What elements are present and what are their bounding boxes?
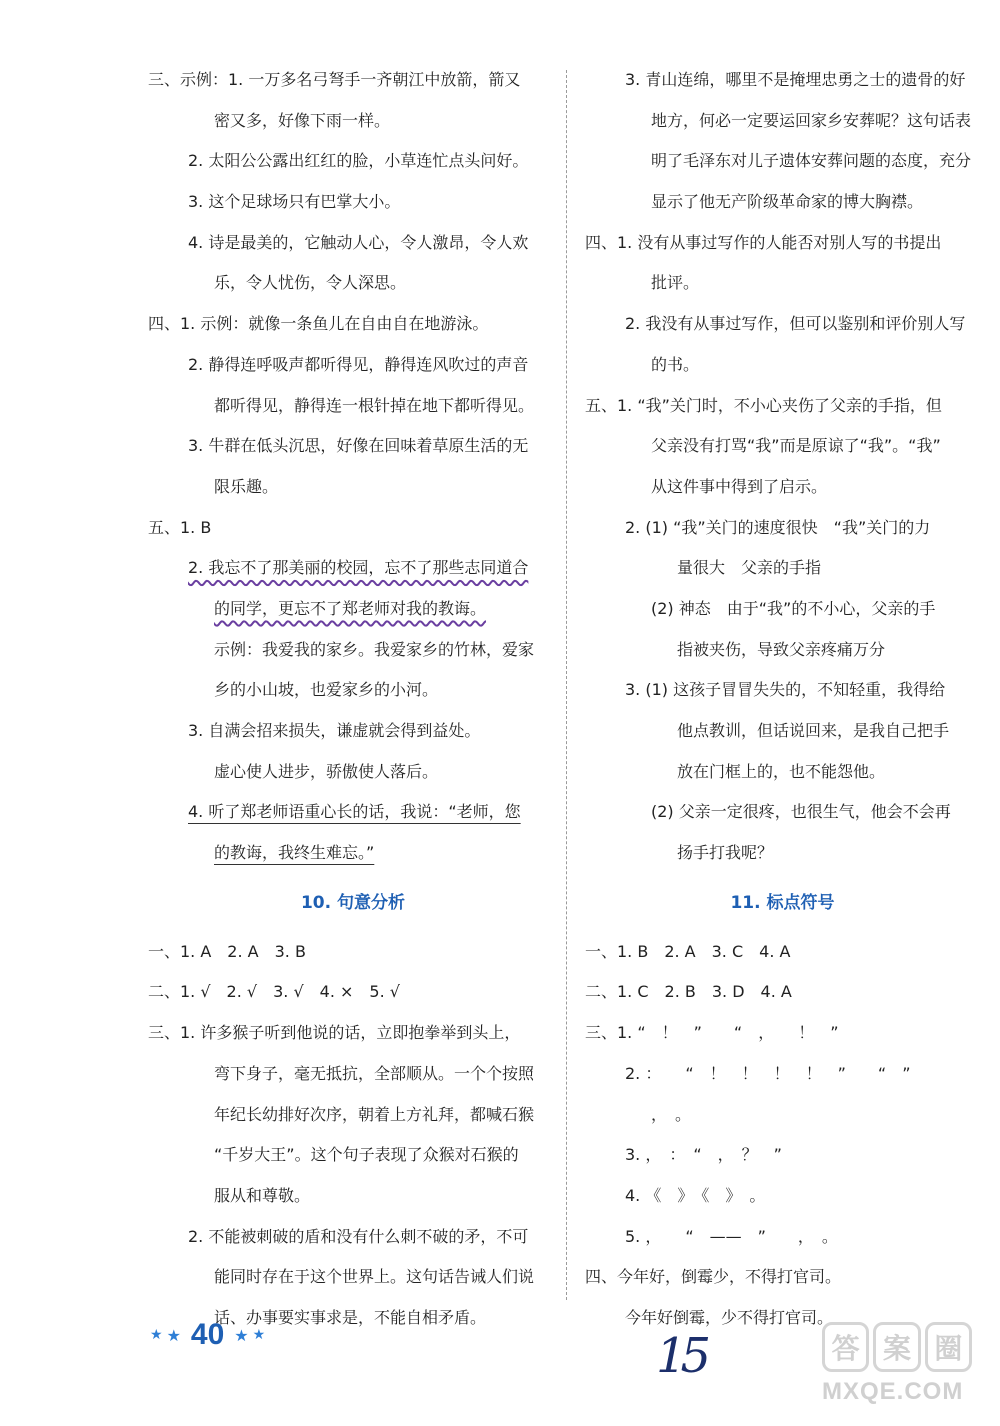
answer-text: 虚心使人进步，骄傲使人落后。 [214,761,439,781]
watermark-char: 圈 [925,1322,972,1372]
answer-text: 2. 不能被刺破的盾和没有什么刺不破的矛，不可 [188,1226,529,1246]
answer-line [148,304,558,345]
answer-text: 3. 自满会招来损失，谦虚就会得到益处。 [188,721,481,740]
answer-text: 明了毛泽东对儿子遗体安葬问题的态度，充分 [651,151,972,171]
answer-line [148,1217,558,1258]
right-column [585,60,980,1339]
answer-line [148,60,558,101]
answer-line [148,345,558,386]
answer-text: 他点教训，但话说回来，是我自己把手 [677,721,950,740]
answer-text: 批评。 [651,273,700,293]
answer-text: 弯下身子，毫无抵抗，全部顺从。一个个按照 [214,1063,535,1083]
answer-text: 服从和尊敬。 [214,1185,311,1205]
answer-text: ， 。 [651,1104,692,1124]
answer-line [148,182,558,223]
section-heading [585,874,980,932]
answer-line [585,670,980,711]
answer-text: “千岁大王”。这个句子表现了众猴对石猴的 [214,1145,519,1165]
answer-text: 量很大 父亲的手指 [677,558,822,578]
answer-line [148,1135,558,1176]
answer-line [585,1176,980,1217]
answer-text: 4. 诗是最美的，它触动人心，令人激昂，令人欢 [188,232,529,252]
answer-line [585,345,980,386]
answer-line [148,670,558,711]
answer-text: 3. 青山连绵，哪里不是掩埋忠勇之士的遗骨的好 [625,70,966,89]
answer-text: 三、示例：1. 一万多名弓弩手一齐朝江中放箭，箭又 [148,70,521,89]
answer-text: 乡的小山坡，也爱家乡的小河。 [214,680,439,700]
answer-line [148,548,558,589]
answer-text: 2. (1) “我”关门的速度很快 “我”关门的力 [625,517,931,537]
answer-line [148,1257,558,1298]
answer-text: 从这件事中得到了启示。 [651,476,828,496]
star-icon: ★ [166,1325,181,1345]
answer-text: 一、1. B 2. A 3. C 4. A [585,941,791,961]
section-heading-text: 11. 标点符号 [730,892,835,913]
answer-line [148,1013,558,1054]
section-heading [148,874,558,932]
answer-text: 的教诲，我终生难忘。” [214,843,375,863]
answer-text: 的书。 [651,354,700,374]
answer-line [585,182,980,223]
answer-line [148,223,558,264]
answer-line [585,711,980,752]
answer-line [585,752,980,793]
answer-line [148,711,558,752]
watermark-char: 答 [822,1322,869,1372]
answer-text: 五、1. B [148,517,212,537]
answer-line [585,386,980,427]
answer-line [148,426,558,467]
answer-text: 的同学，更忘不了郑老师对我的教诲。 [214,598,487,618]
answer-text: 扬手打我呢？ [677,843,774,863]
section-heading-text: 10. 句意分析 [300,892,406,913]
answer-line [148,972,558,1013]
answer-line [585,972,980,1013]
answer-line [585,141,980,182]
page-number: 40 [190,1318,225,1351]
answer-text: 2. 我没有从事过写作，但可以鉴别和评价别人写 [625,314,966,334]
answer-line [148,263,558,304]
answer-text: 3. ， ： “ ， ？ ” [625,1145,782,1165]
answer-text: 三、1. “ ！ ” “ ， ！ ” [585,1023,839,1043]
answer-text: 2. ： “ ！ ！ ！ ！ ” “ ” [625,1063,911,1083]
answer-text: 四、今年好，倒霉少，不得打官司。 [585,1267,842,1287]
answer-text: 乐，令人忧伤，令人深思。 [214,273,407,293]
answer-text: 二、1. √ 2. √ 3. √ 4. × 5. √ [148,982,400,1002]
answer-text: 密又多，好像下雨一样。 [214,110,391,130]
answer-line [148,1095,558,1136]
answer-line [585,932,980,973]
answer-text: 话、办事要实事求是，不能自相矛盾。 [214,1307,487,1327]
answer-line [148,932,558,973]
answer-line [585,263,980,304]
answer-line [148,1176,558,1217]
watermark-logo [822,1322,972,1382]
star-icon: ★ [252,1327,266,1343]
answer-line [148,792,558,833]
answer-line [148,141,558,182]
answer-text: 3. (1) 这孩子冒冒失失的，不知轻重，我得给 [625,680,946,700]
answer-text: 显示了他无产阶级革命家的博大胸襟。 [651,192,924,212]
answer-text: 年纪长幼排好次序，朝着上方礼拜，都喊石猴 [214,1104,535,1124]
star-icon: ★ [150,1327,163,1343]
answer-text: 放在门框上的，也不能怨他。 [677,761,886,781]
answer-line [585,304,980,345]
answer-text: 二、1. C 2. B 3. D 4. A [585,982,792,1002]
answer-text: 2. 静得连呼吸声都听得见，静得连风吹过的声音 [188,354,529,374]
watermark-char: 案 [873,1322,920,1372]
answer-line [585,223,980,264]
answer-line [585,548,980,589]
answer-line [585,508,980,549]
answer-text: (2) 神态 由于“我”的不小心，父亲的手 [651,598,936,618]
answer-text: 示例：我爱我的家乡。我爱家乡的竹林，爱家 [214,639,535,659]
answer-text: 地方，何必一定要运回家乡安葬呢？这句话表 [651,110,972,130]
answer-text: 2. 太阳公公露出红红的脸，小草连忙点头问好。 [188,151,529,171]
answer-text: 一、1. A 2. A 3. B [148,941,306,961]
answer-text: 5. ， “ —— ” ， 。 [625,1226,838,1246]
answer-line [148,386,558,427]
answer-line [148,101,558,142]
answer-text: 限乐趣。 [214,476,279,496]
answer-line [585,1095,980,1136]
left-column [148,60,558,1339]
answer-text: 4. 《 》 《 》 。 [625,1185,766,1205]
answer-text: (2) 父亲一定很疼，也很生气，他会不会再 [651,802,951,822]
handwritten-number: 15 [656,1328,706,1384]
answer-text: 3. 牛群在低头沉思，好像在回味着草原生活的无 [188,436,529,456]
answer-text: 四、1. 示例：就像一条鱼儿在自由自在地游泳。 [148,314,489,334]
answer-line [148,508,558,549]
answer-line [148,630,558,671]
answer-line [585,1013,980,1054]
answer-text: 指被夹伤，导致父亲疼痛万分 [677,639,886,659]
answer-line [148,467,558,508]
answer-line [585,101,980,142]
answer-text: 今年好倒霉，少不得打官司。 [625,1307,834,1327]
answer-line [585,467,980,508]
answer-text: 能同时存在于这个世界上。这句话告诫人们说 [214,1267,535,1287]
answer-line [585,630,980,671]
answer-text: 五、1. “我”关门时，不小心夹伤了父亲的手指，但 [585,395,942,415]
answer-line [585,589,980,630]
answer-line [585,1135,980,1176]
column-divider [566,70,567,1300]
answer-text: 4. 听了郑老师语重心长的话，我说：“老师，您 [188,802,521,822]
answer-text: 四、1. 没有从事过写作的人能否对别人写的书提出 [585,232,942,252]
answer-line [148,1054,558,1095]
answer-text: 2. 我忘不了那美丽的校园，忘不了那些志同道合 [188,558,529,578]
answer-line [585,833,980,874]
answer-text: 都听得见，静得连一根针掉在地下都听得见。 [214,395,535,415]
answer-line [585,792,980,833]
answer-line [148,589,558,630]
star-icon: ★ [234,1325,249,1345]
answer-text: 父亲没有打骂“我”而是原谅了“我”。“我” [651,436,941,456]
answer-line [148,833,558,874]
watermark-url: MXQE.COM [822,1378,964,1405]
page-footer [150,1315,265,1355]
answer-line [148,752,558,793]
answer-line [585,426,980,467]
answer-text: 三、1. 许多猴子听到他说的话，立即抱拳举到头上， [148,1023,521,1043]
answer-line [585,60,980,101]
answer-line [585,1257,980,1298]
answer-line [585,1217,980,1258]
answer-text: 3. 这个足球场只有巴掌大小。 [188,192,401,212]
answer-line [585,1054,980,1095]
